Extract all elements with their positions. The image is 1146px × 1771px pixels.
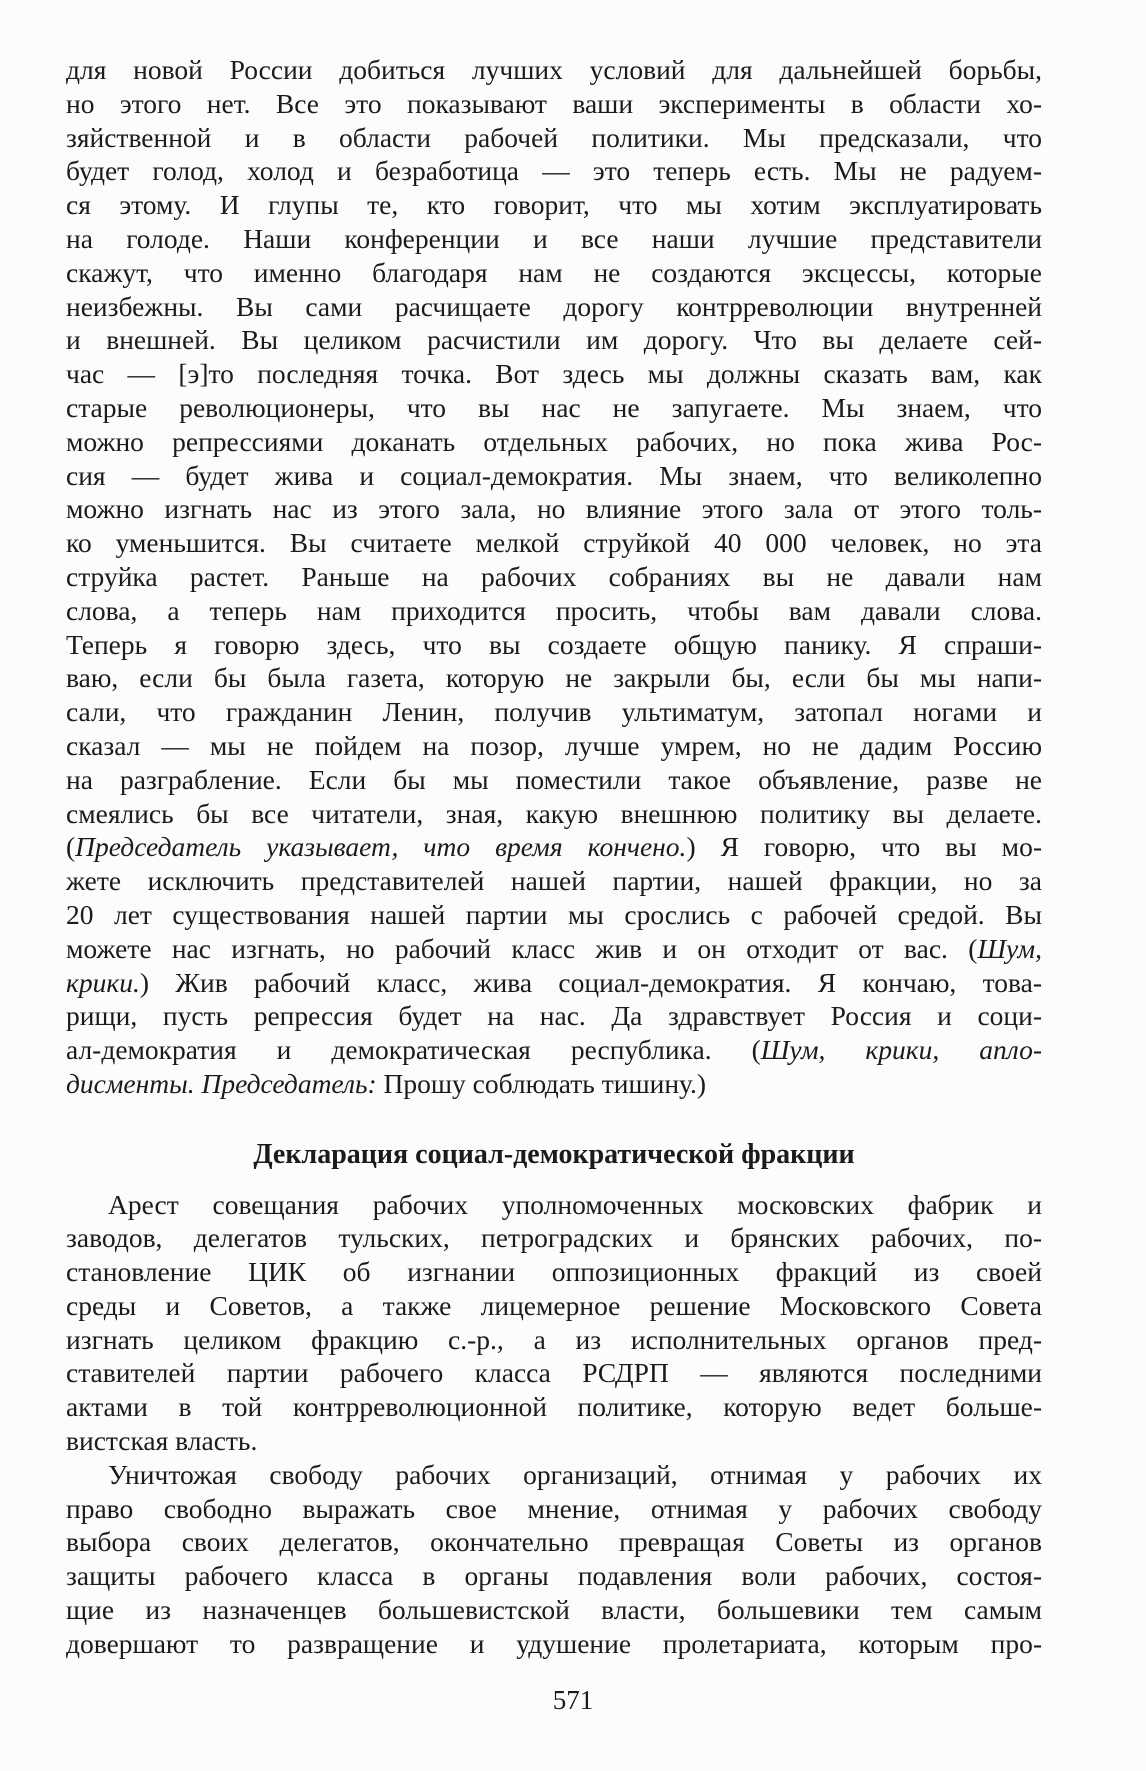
text-line (66, 594, 1042, 628)
text-line (66, 357, 1042, 391)
text: на разграбление. Если бы мы поместили такое объявление, разве не (66, 763, 1042, 795)
text-line (66, 661, 1042, 695)
text-line (66, 526, 1042, 560)
text-line (66, 492, 1042, 526)
text: слова, а теперь нам приходится просить, чтобы вам давали слова. (66, 594, 1042, 626)
text: струйка растет. Раньше на рабочих собраниях вы не давали нам (66, 560, 1042, 592)
italic-text: Шум, (977, 932, 1042, 964)
text-line (66, 323, 1042, 357)
text: но этого нет. Все это показывают ваши эксперименты в области хо- (66, 87, 1042, 119)
text: рищи, пусть репрессия будет на нас. Да здравствует Россия и соци- (66, 1000, 1042, 1032)
text-line (66, 1033, 1042, 1067)
text-line (66, 53, 1042, 87)
italic-text: Шум, крики, апло- (760, 1034, 1042, 1066)
section-heading: Декларация социал-демократической фракции (253, 1138, 855, 1170)
text: ваю, если бы была газета, которую не закрыли бы, если бы мы напи- (66, 662, 1042, 694)
italic-text: крики. (66, 966, 140, 998)
text-line (66, 391, 1042, 425)
text: сия — будет жива и социал-демократия. Мы знаем, что великолепно (66, 459, 1042, 491)
text: щие из назначенцев большевистской власти, большевики тем самым (66, 1594, 1042, 1626)
text-line (66, 1559, 1042, 1593)
text-line (66, 425, 1042, 459)
text: ся этому. И глупы те, кто говорит, что мы хотим эксплуатировать (66, 189, 1042, 221)
text: ) Я говорю, что вы мо- (686, 831, 1042, 863)
text-line (66, 830, 1042, 864)
text-line (66, 1627, 1042, 1661)
text: Арест совещания рабочих уполномоченных московских фабрик и (108, 1188, 1042, 1220)
text-line (66, 560, 1042, 594)
text-line (66, 1323, 1042, 1357)
text: смеялись бы все читатели, зная, какую внешнюю политику вы делаете. (66, 797, 1042, 829)
text: защиты рабочего класса в органы подавления воли рабочих, состоя- (66, 1560, 1042, 1592)
text-line (66, 1067, 1042, 1101)
text-line (66, 628, 1042, 662)
text-line (66, 966, 1042, 1000)
text-line (66, 763, 1042, 797)
text-line (66, 695, 1042, 729)
text: жете исключить представителей нашей партии, нашей фракции, но за (66, 865, 1042, 897)
text: Уничтожая свободу рабочих организаций, отнимая у рабочих их (108, 1458, 1042, 1490)
text: и внешней. Вы целиком расчистили им дорогу. Что вы делаете сей- (66, 324, 1042, 356)
page-number: 571 (552, 1685, 594, 1715)
text-line (66, 1424, 1042, 1458)
text-line (66, 1255, 1042, 1289)
text: среды и Советов, а также лицемерное решение Московского Совета (66, 1289, 1042, 1321)
text-line (66, 188, 1042, 222)
text-line (66, 1458, 1042, 1492)
text: актами в той контрреволюционной политике, которую ведет больше- (66, 1391, 1042, 1423)
text: сказал — мы не пойдем на позор, лучше умрем, но не дадим Россию (66, 729, 1042, 761)
text: сали, что гражданин Ленин, получив ультиматум, затопал ногами и (66, 696, 1042, 728)
text-line (66, 222, 1042, 256)
text-line (66, 1525, 1042, 1559)
text: час — [э]то последняя точка. Вот здесь мы должны сказать вам, как (66, 358, 1042, 390)
text: ставителей партии рабочего класса РСДРП — являются последними (66, 1357, 1042, 1389)
text-line (66, 797, 1042, 831)
text: 20 лет существования нашей партии мы срослись с рабочей средой. Вы (66, 898, 1042, 930)
text-line (66, 864, 1042, 898)
text: ко уменьшится. Вы считаете мелкой струйкой 40 000 человек, но эта (66, 527, 1042, 559)
text-line (66, 87, 1042, 121)
text: зяйственной и в области рабочей политики. Мы предсказали, что (66, 121, 1042, 153)
text-line (66, 121, 1042, 155)
text-line (66, 1492, 1042, 1526)
text: ( (66, 831, 76, 863)
text-line (66, 1221, 1042, 1255)
text: заводов, делегатов тульских, петроградских и брянских рабочих, по- (66, 1222, 1042, 1254)
italic-text: Председатель указывает, что время кончено. (75, 831, 687, 863)
paragraph (66, 53, 1042, 1101)
text-line (66, 729, 1042, 763)
text: довершают то развращение и удушение пролетариата, которым про- (66, 1627, 1042, 1659)
text: на голоде. Наши конференции и все наши лучшие представители (66, 222, 1042, 254)
text-line (66, 932, 1042, 966)
text: неизбежны. Вы сами расчищаете дорогу контрреволюции внутренней (66, 290, 1042, 322)
text: старые революционеры, что вы нас не запугаете. Мы знаем, что (66, 391, 1042, 423)
text-line (66, 154, 1042, 188)
text-line (66, 1356, 1042, 1390)
paragraph (66, 1458, 1042, 1661)
text: право свободно выражать свое мнение, отнимая у рабочих свободу (66, 1492, 1042, 1524)
text: вистская власть. (66, 1425, 258, 1457)
text-line (66, 1390, 1042, 1424)
text: ) Жив рабочий класс, жива социал-демократия. Я кончаю, това- (139, 966, 1042, 998)
text: выбора своих делегатов, окончательно превращая Советы из органов (66, 1526, 1042, 1558)
text-line (66, 1593, 1042, 1627)
paragraph (66, 1188, 1042, 1458)
text-line (66, 290, 1042, 324)
text-line (66, 256, 1042, 290)
page-body (66, 53, 1042, 1661)
text-line (66, 459, 1042, 493)
text: можете нас изгнать, но рабочий класс жив и он отходит от вас. ( (66, 932, 978, 964)
text: можно изгнать нас из этого зала, но влияние этого зала от этого толь- (66, 493, 1042, 525)
text: ал-демократия и демократическая республика. ( (66, 1034, 761, 1066)
text-line (66, 999, 1042, 1033)
text: Теперь я говорю здесь, что вы создаете общую панику. Я спраши- (66, 628, 1042, 660)
text: для новой России добиться лучших условий для дальнейшей борьбы, (66, 54, 1042, 85)
text-line (66, 898, 1042, 932)
text: можно репрессиями доканать отдельных рабочих, но пока жива Рос- (66, 425, 1042, 457)
text: будет голод, холод и безработица — это теперь есть. Мы не радуем- (66, 155, 1042, 187)
text: скажут, что именно благодаря нам не создаются эксцессы, которые (66, 256, 1042, 288)
text-line (66, 1289, 1042, 1323)
text: становление ЦИК об изгнании оппозиционных фракций из своей (66, 1256, 1042, 1288)
text: Прошу соблюдать тишину.) (376, 1067, 707, 1099)
text: изгнать целиком фракцию с.-р., а из исполнительных органов пред- (66, 1323, 1042, 1355)
italic-text: дисменты. Председатель: (66, 1067, 377, 1099)
text-line (66, 1188, 1042, 1222)
